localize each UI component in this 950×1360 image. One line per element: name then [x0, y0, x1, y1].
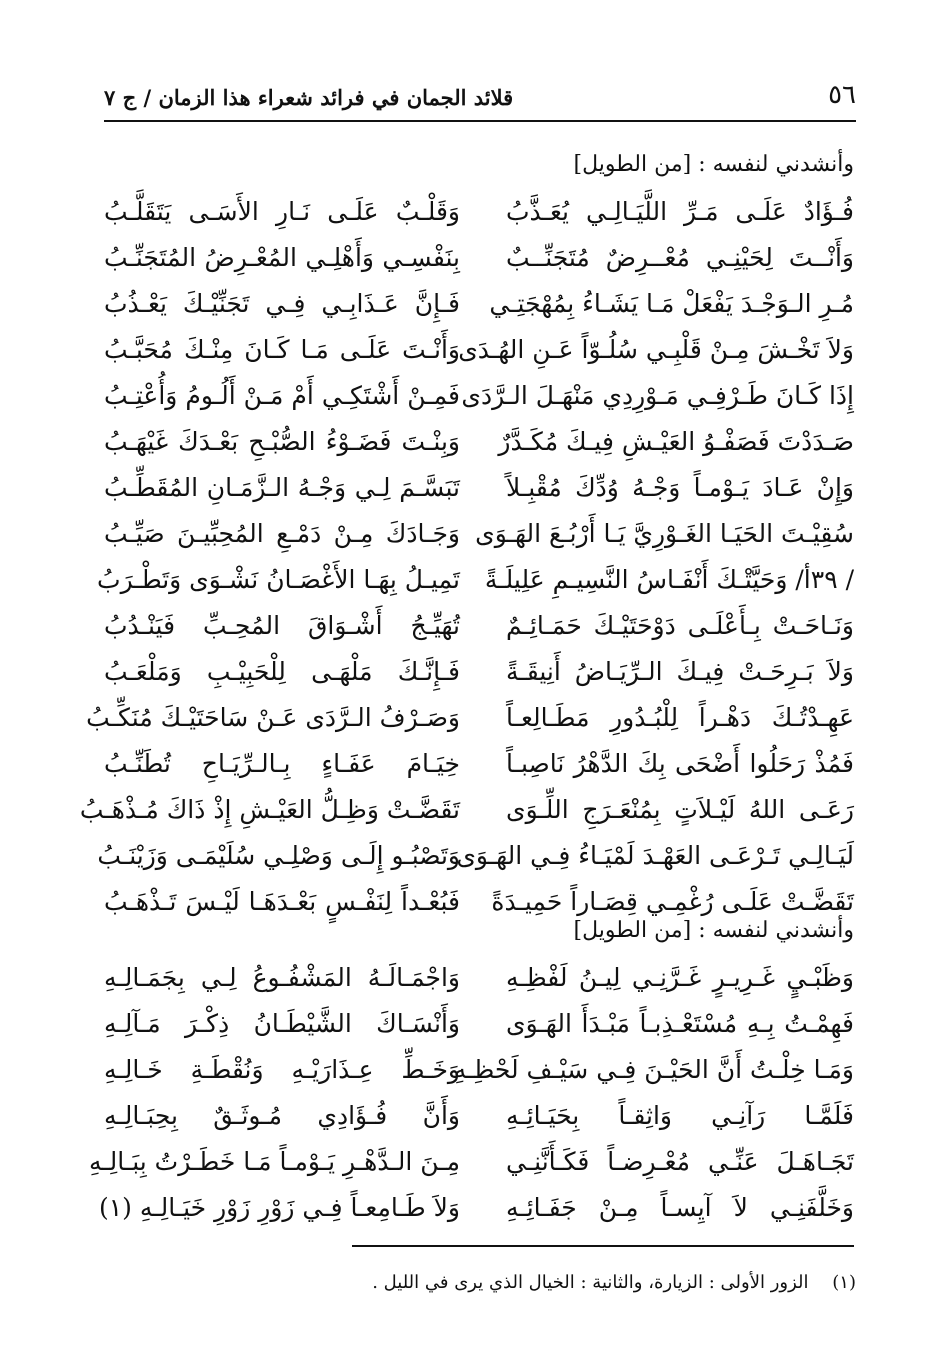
- poem2-left-column: [88, 954, 460, 1230]
- verse-hemistich: [98, 1184, 460, 1230]
- verse-text: صَـدَدْتَ فَصَفْـوُ العَيْـشِ فِيـكَ مُكَـدَّرٌ: [498, 426, 854, 456]
- verse-text: وَصَـرْفُ الـرَّدَى عَـنْ سَاحَتَيْـكَ مُنَكِّـبُ: [86, 702, 460, 732]
- verse-text: / ٣٩أ/ وَحَيَّتْـكَ أَنْفَـاسُ النَّسِيـمِ عَلِيلَـةً: [484, 564, 854, 594]
- verse-hemistich: [104, 234, 460, 280]
- verse-hemistich: [461, 372, 854, 418]
- verse-text: مُـرِ الـوَجْـدَ يَفْعَلْ مَـا يَشَـاءُ بِمُهْجَتِـي: [489, 288, 854, 318]
- verse-hemistich: [104, 954, 460, 1000]
- verse-text: وَأَنْسَـاكَ الشَّيْطَـانُ ذِكْـرَ مَـآلِـهِ: [104, 1008, 460, 1038]
- verse-text: إِذَا كَـانَ طَـرْفِـي مَـوْرِدِي مَنْهَـلَ الـرَّدَى: [461, 380, 854, 410]
- verse-hemistich: [104, 740, 460, 786]
- verse-hemistich: [506, 464, 854, 510]
- footnote-text: الزور الأولى : الزيارة، والثانية : الخيال الذي يرى في الليل .: [372, 1272, 809, 1293]
- verse-hemistich: [104, 326, 460, 372]
- header-rule: [104, 120, 856, 122]
- verse-text: وَأَنَّ فُـؤَادِي مُـوثَـقٌ بِحِبَـالِـهِ: [104, 1100, 460, 1130]
- verse-text: فَلَمَّـا رَآنِـي وَاثِقـاً بِحَيَـائِـهِ: [506, 1100, 854, 1130]
- verse-text: فَمِـنْ أَشْتَكِـي أَمْ مَـنْ أَلُـومُ وَأُعْتِـبُ: [104, 380, 460, 410]
- verse-text: وَبِنْـتَ فَضَـوْءُ الصُّبْـحِ بَعْـدَكَ غَيْهَـبُ: [104, 426, 460, 456]
- verse-hemistich: [79, 786, 460, 832]
- verse-hemistich: [104, 648, 460, 694]
- verse-text: وَخَـطِّ عِـذَارَيْـهِ وَنُقْطَـةِ خَـالِـهِ: [104, 1054, 460, 1084]
- verse-hemistich: [475, 510, 854, 556]
- verse-text: مِـنَ الـدَّهْـرِ يَـوْمـاً مَـا خَطَـرْتُ بِبَـالِـهِ: [88, 1146, 460, 1176]
- footnote: [104, 1272, 856, 1293]
- verse-hemistich: [458, 326, 854, 372]
- verse-text: تُهَيِّـجُ أَشْـوَاقَ المُحِـبِّ فَيَنْـدُبُ: [104, 610, 460, 640]
- verse-text: تَمِيـلُ بِهَـا الأَغْصَـانُ نَشْـوَى وَتَطْـرَبُ: [97, 564, 460, 594]
- verse-text: وَأَنْـتَ عَلَـى مَـا كَـانَ مِنْـكَ مُحَبَّـبُ: [104, 334, 460, 364]
- verse-hemistich: [506, 740, 854, 786]
- verse-text: سُقِيْـتَ الحَيَـا الغَـوْرِيَّ يَـا أَرْبُـعَ الهَـوَى: [475, 518, 854, 548]
- verse-text: تَجَـاهَـلَ عَنِّـي مُعْـرِضـاً فَكَـأَنَّنِـي: [506, 1146, 854, 1176]
- poem1-right-column: [456, 142, 854, 924]
- verse-text: بِنَفْسِـي وَأَهْلِـي المُعْـرِضُ المُتَجَنِّـبُ: [104, 242, 460, 272]
- verse-hemistich: [104, 188, 460, 234]
- verse-hemistich: [498, 418, 854, 464]
- verse-hemistich: [506, 1000, 854, 1046]
- verse-hemistich: [104, 418, 460, 464]
- verse-text: فَهِمْـتُ بِـهِ مُسْتَعْـذِبـاً مَبْـدَأَ الهَـوَى: [506, 1008, 854, 1038]
- verse-hemistich: [104, 1046, 460, 1092]
- verse-text: وَلاَ بَـرِحَـتْ فِيـكَ الـرِّيَـاضُ أَنِيقَـةً: [506, 656, 854, 686]
- verse-text: تَبَسَّـمَ لِـي وَجْـهُ الـزَّمَـانِ المُقَطِّـبُ: [104, 472, 460, 502]
- verse-text: فَـإِنَّـكَ مَلْهَـى لِلْحَبِيْـبِ وَمَلْعَـبُ: [104, 656, 460, 686]
- verse-text: رَعَـى اللهُ لَيْـلاَتٍ بِمُنْعَـرَجِ اللِّـوَى: [506, 794, 854, 824]
- verse-hemistich: [104, 602, 460, 648]
- verse-text: وَاجْمَـالَـهُ المَشْفُـوعُ لِـي بِجَمَـالِـهِ: [104, 962, 460, 992]
- verse-hemistich: [506, 234, 854, 280]
- verse-hemistich: [506, 954, 854, 1000]
- poem2-intro: وأنشدني لنفسه : [من الطويل]: [573, 918, 854, 943]
- verse-text: وَقَلْـبٌ عَلَـى نَـارِ الأَسَـى يَتَقَلَّـبُ: [104, 196, 460, 226]
- verse-hemistich: [453, 1046, 854, 1092]
- verse-text: وَنَـاحَـتْ بِـأَعْلَـى دَوْحَتَيْـكَ حَمَـائِـمٌ: [506, 610, 854, 640]
- verse-text: عَهِـدْتُـكَ دَهْـراً لِلْبُـدُورِ مَطَـالِعـاً: [506, 702, 854, 732]
- verse-text: وَجَـادَكَ مِـنْ دَمْـعِ المُحِبِّيـنَ صَيِّـبُ: [104, 518, 460, 548]
- verse-hemistich: [506, 694, 854, 740]
- page-number: ٥٦: [828, 80, 856, 110]
- verse-text: وَخَلَّفَنِـي لاَ آيِسـاً مِـنْ جَفَـائِـهِ: [506, 1192, 854, 1222]
- verse-hemistich: [506, 602, 854, 648]
- verse-text: فَمُذْ رَحَلُوا أَضْحَى بِكَ الدَّهْرُ نَاصِبـاً: [506, 748, 854, 778]
- verse-hemistich: [104, 510, 460, 556]
- poem1-left-column: [79, 188, 460, 924]
- verse-hemistich: [97, 556, 460, 602]
- verse-hemistich: [506, 648, 854, 694]
- verse-text: فَـإِنَّ عَـذَابِـي فِـي تَجَنِّيْـكَ يَعْـذُبُ: [104, 288, 460, 318]
- poem2-right-column: [453, 908, 854, 1230]
- verse-hemistich: [88, 1138, 460, 1184]
- verse-text: وَتَصْبُـو إِلَـى وَصْلِـي سُلَيْمَـى وَزَيْنَـبُ: [97, 840, 460, 870]
- verse-text: وَلاَ تَخْـشَ مِـنْ قَلْبِـي سُلُـوّاً عَـنِ الهُـدَى: [458, 334, 854, 364]
- page-header: [104, 60, 856, 110]
- verse-hemistich: [104, 1000, 460, 1046]
- verse-hemistich: [86, 694, 460, 740]
- verse-hemistich: [506, 786, 854, 832]
- verse-text: لَيَـالِـي تَـرْعَـى العَهْـدَ لَمْيَـاءُ فِـي الهَـوَى: [456, 840, 854, 870]
- verse-hemistich: [104, 372, 460, 418]
- verse-text: فَبُعْـداً لِنَفْـسٍ بَعْـدَهَـا لَيْـسَ تَـذْهَـبُ: [104, 886, 460, 916]
- verse-text: وَظَبْـيٍ غَـرِيـرٍ غَـرَّنِـي لِيـنُ لَفْظِـهِ: [506, 962, 854, 992]
- verse-hemistich: [506, 1092, 854, 1138]
- verse-text: وَلاَ طَـامِعـاً فِـي زَوْرِ زَوْرِ خَيَـالِـهِ (١): [98, 1192, 460, 1222]
- footnote-number: (١): [832, 1272, 856, 1293]
- verse-text: وَمَـا خِلْـتُ أَنَّ الحَيْـنَ فِـي سَيْـفِ لَحْظِـهِ: [453, 1054, 854, 1084]
- verse-hemistich: [104, 280, 460, 326]
- running-title: قلائد الجمان في فرائد شعراء هذا الزمان / ج ٧: [104, 85, 514, 110]
- verse-hemistich: [489, 280, 854, 326]
- verse-text: تَقَضَّـتْ وَظِـلُّ العَيْـشِ إِذْ ذَاكَ مُـذْهَـبُ: [79, 794, 460, 824]
- verse-text: خِيَـامَ عَفَـاءٍ بِـالـرِّيَـاحِ تُطَنِّـبُ: [104, 748, 460, 778]
- verse-hemistich: [456, 832, 854, 878]
- verse-text: وَأَنْــتَ لِحَيْنِـي مُعْــرِضٌ مُتَجَنِّــبٌ: [506, 242, 854, 272]
- footnote-rule: [352, 1245, 854, 1247]
- verse-text: وَإِنْ عَـادَ يَـوْمـاً وَجْـهُ وُدِّكَ مُقْبِـلاً: [506, 472, 854, 502]
- verse-text: تَقَضَّـتْ عَلَـى رُغْمِـي قِصَـاراً حَمِيـدَةً: [491, 886, 854, 916]
- verse-hemistich: [484, 556, 854, 602]
- poem1-intro: وأنشدني لنفسه : [من الطويل]: [573, 152, 854, 177]
- verse-hemistich: [506, 188, 854, 234]
- verse-hemistich: [506, 1138, 854, 1184]
- verse-hemistich: [104, 1092, 460, 1138]
- verse-hemistich: [104, 464, 460, 510]
- verse-hemistich: [104, 878, 460, 924]
- verse-text: فُـؤَادٌ عَلَـى مَـرِّ اللَّيَـالِـي يُعَـذَّبُ: [506, 196, 854, 226]
- verse-hemistich: [97, 832, 460, 878]
- verse-hemistich: [506, 1184, 854, 1230]
